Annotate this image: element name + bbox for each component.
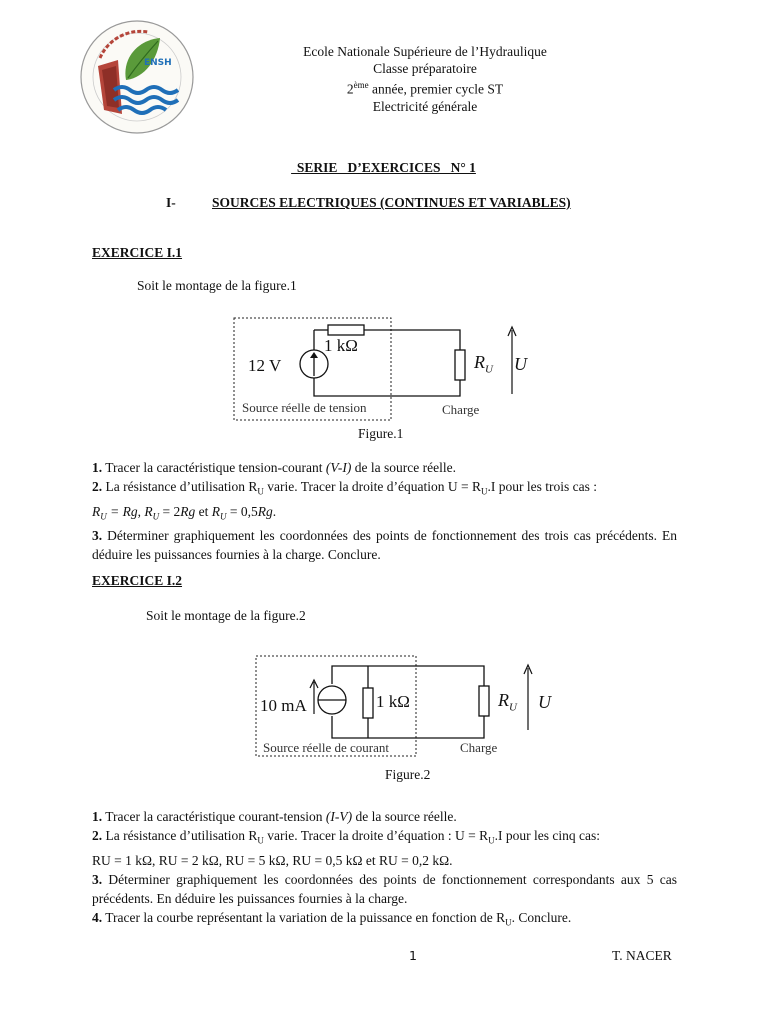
fig1-source-value: 12 V [248,356,282,375]
fig1-resistor-value: 1 kΩ [324,336,358,355]
figure-2 [250,650,570,762]
author: T. NACER [612,948,672,963]
section-title: SOURCES ELECTRIQUES (CONTINUES ET VARIABLES) [212,195,571,210]
ex1-question-2: 2. La résistance d’utilisation $R_U$ varie. Tracer la droite d’équation $U = R_U.I$ pour les trois cas : [92,479,598,497]
section-number: I- [166,195,176,210]
series-resistor [328,325,364,335]
ex2-title: EXERCICE I.2 [92,573,183,588]
school-name: Ecole Nationale Supérieure de l’Hydraulique [303,44,547,59]
serie-title: SERIE D’EXERCICES N° 1 [296,160,476,175]
ex1-intro: Soit le montage de la figure.1 [137,278,297,293]
fig2-charge-caption: Charge [460,740,498,755]
fig1-voltage-label: U [514,354,527,374]
load-resistor-2 [479,686,489,716]
fig1-source-caption: Source réelle de tension [242,400,367,415]
year-line: 2ème année, premier cycle ST [346,80,504,97]
ex1-question-2-cases: $R_U = Rg$, $R_U = 2Rg$ et $R_U = 0,5Rg$. [92,503,277,522]
ex1-question-1: 1. Tracer la caractéristique tension-courant (V-I) de la source réelle. [92,460,456,475]
fig2-load-label: $R_U$ [498,690,517,714]
figure-1 [228,314,548,424]
class-name: Classe préparatoire [373,61,477,76]
ex2-questions [92,807,677,932]
fig2-voltage-label: U [538,692,551,712]
ex2-question-4: 4. Tracer la courbe représentant la variation de la puissance en fonction de $R_U$. Conclure. [92,909,572,928]
subject-name: Electricité générale [372,98,478,114]
fig2-source-value: 10 mA [260,696,307,715]
parallel-resistor [363,688,373,718]
fig1-load-label: $R_U$ [474,352,493,376]
fig1-charge-caption: Charge [442,402,480,417]
load-resistor [455,350,465,380]
ex2-question-2-cases: RU = 1 kΩ, RU = 2 kΩ, RU = 5 kΩ, RU = 0,5 kΩ et RU = 0,2 kΩ. [92,852,453,868]
figure-1-caption: Figure.1 [358,426,404,441]
fig2-resistor-value: 1 kΩ [376,692,410,711]
ex2-intro: Soit le montage de la figure.2 [146,608,306,623]
ex1-question-3: 3. Déterminer graphiquement les coordonnées des points de fonctionnement des trois cas précédents. En déduire les puissances fournies à la charge. Conclure. [92,528,677,563]
figure-2-caption: Figure.2 [385,767,431,782]
page-number: 1 [409,948,417,963]
ex1-title: EXERCICE I.1 [92,245,183,260]
logo-text: ENSH [144,58,172,68]
fig2-source-caption: Source réelle de courant [263,740,389,755]
ex2-question-2: 2. La résistance d’utilisation $R_U$ varie. Tracer la droite d’équation : $U = R_U.I$ pour les cinq cas: [92,828,600,846]
header [175,43,675,115]
ex2-question-1: 1. Tracer la caractéristique courant-tension (I-V) de la source réelle. [92,809,457,824]
ex2-question-3: 3. Déterminer graphiquement les coordonnées des points de fonctionnement correspondants aux 5 cas précédents. En déduire les puissances fournies à la charge. [92,871,677,906]
ex1-questions [92,458,677,564]
